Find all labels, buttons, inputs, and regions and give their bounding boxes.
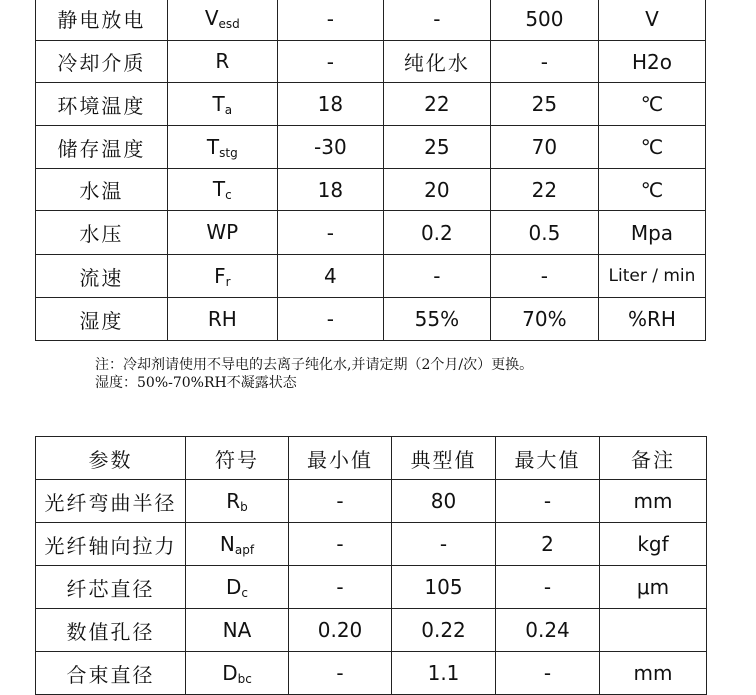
typ-cell: - — [383, 255, 490, 298]
typ-cell: - — [383, 0, 490, 41]
symbol-cell: $F_r$ — [167, 255, 277, 298]
note-text — [95, 356, 533, 392]
table-row — [36, 255, 706, 298]
max-cell: 0.5 — [490, 211, 598, 255]
max-cell: 70 — [490, 126, 598, 169]
param-cell: 合束直径 — [36, 652, 186, 695]
unit-cell: V — [598, 0, 705, 41]
unit-cell: Mpa — [598, 211, 705, 255]
min-cell: -30 — [277, 126, 383, 169]
max-cell: 0.24 — [496, 609, 600, 652]
table-row — [36, 211, 706, 255]
min-cell: - — [289, 523, 392, 566]
symbol-cell: $N_{apf}$ — [186, 523, 289, 566]
min-cell: 18 — [277, 83, 383, 126]
header-min: 最小值 — [289, 437, 392, 480]
min-cell: 0.20 — [289, 609, 392, 652]
typ-cell: 纯化水 — [383, 41, 490, 83]
max-cell: - — [496, 566, 600, 609]
table-header-row — [36, 437, 707, 480]
param-cell: 纤芯直径 — [36, 566, 186, 609]
param-cell: 水温 — [36, 169, 168, 211]
min-cell: - — [277, 41, 383, 83]
param-cell: 静电放电 — [36, 0, 168, 41]
max-cell: - — [496, 652, 600, 695]
note-line-1: 注：冷却剂请使用不导电的去离子纯化水,并请定期（2个月/次）更换。 — [95, 357, 534, 373]
max-cell: - — [490, 255, 598, 298]
table-row — [36, 169, 706, 211]
symbol-cell: WP — [167, 211, 277, 255]
note-line-2: 湿度：50%-70%RH不凝露状态 — [95, 375, 297, 391]
symbol-cell: $T_c$ — [167, 169, 277, 211]
table-row — [36, 480, 707, 523]
max-cell: 22 — [490, 169, 598, 211]
max-cell: 500 — [490, 0, 598, 41]
environment-spec-table — [35, 0, 706, 341]
param-cell: 数值孔径 — [36, 609, 186, 652]
typ-cell: 0.2 — [383, 211, 490, 255]
table-row — [36, 41, 706, 83]
min-cell: - — [277, 298, 383, 341]
unit-cell: ℃ — [598, 169, 705, 211]
max-cell: - — [490, 41, 598, 83]
max-cell: 70% — [490, 298, 598, 341]
header-max: 最大值 — [496, 437, 600, 480]
table-row — [36, 566, 707, 609]
param-cell: 光纤弯曲半径 — [36, 480, 186, 523]
header-typ: 典型值 — [392, 437, 496, 480]
table-row — [36, 298, 706, 341]
param-cell: 流速 — [36, 255, 168, 298]
table-row — [36, 652, 707, 695]
fiber-spec-table — [35, 436, 707, 695]
typ-cell: 1.1 — [392, 652, 496, 695]
min-cell: - — [289, 652, 392, 695]
symbol-cell: $V_{esd}$ — [167, 0, 277, 41]
header-param: 参数 — [36, 437, 186, 480]
param-cell: 湿度 — [36, 298, 168, 341]
header-note: 备注 — [600, 437, 707, 480]
param-cell: 储存温度 — [36, 126, 168, 169]
typ-cell: 20 — [383, 169, 490, 211]
typ-cell: 105 — [392, 566, 496, 609]
symbol-cell: $T_a$ — [167, 83, 277, 126]
typ-cell: 25 — [383, 126, 490, 169]
param-cell: 光纤轴向拉力 — [36, 523, 186, 566]
unit-cell: ℃ — [598, 126, 705, 169]
param-cell: 水压 — [36, 211, 168, 255]
symbol-cell: $D_{bc}$ — [186, 652, 289, 695]
unit-cell: Liter / min — [598, 255, 705, 298]
table-row — [36, 0, 706, 41]
unit-cell: %RH — [598, 298, 705, 341]
unit-cell — [600, 609, 707, 652]
symbol-cell: $T_{stg}$ — [167, 126, 277, 169]
unit-cell: mm — [600, 480, 707, 523]
typ-cell: 55% — [383, 298, 490, 341]
table-row — [36, 523, 707, 566]
unit-cell: μm — [600, 566, 707, 609]
symbol-cell: $R_b$ — [186, 480, 289, 523]
table-row — [36, 83, 706, 126]
unit-cell: mm — [600, 652, 707, 695]
unit-cell: ℃ — [598, 83, 705, 126]
min-cell: - — [277, 211, 383, 255]
max-cell: 25 — [490, 83, 598, 126]
min-cell: - — [289, 566, 392, 609]
unit-cell: kgf — [600, 523, 707, 566]
max-cell: - — [496, 480, 600, 523]
symbol-cell: RH — [167, 298, 277, 341]
header-symbol: 符号 — [186, 437, 289, 480]
max-cell: 2 — [496, 523, 600, 566]
typ-cell: 22 — [383, 83, 490, 126]
typ-cell: 80 — [392, 480, 496, 523]
min-cell: - — [289, 480, 392, 523]
symbol-cell: $D_c$ — [186, 566, 289, 609]
min-cell: 18 — [277, 169, 383, 211]
table-row — [36, 609, 707, 652]
table-row — [36, 126, 706, 169]
param-cell: 冷却介质 — [36, 41, 168, 83]
param-cell: 环境温度 — [36, 83, 168, 126]
min-cell: - — [277, 0, 383, 41]
unit-cell: H2o — [598, 41, 705, 83]
typ-cell: - — [392, 523, 496, 566]
min-cell: 4 — [277, 255, 383, 298]
symbol-cell: NA — [186, 609, 289, 652]
symbol-cell: R — [167, 41, 277, 83]
typ-cell: 0.22 — [392, 609, 496, 652]
